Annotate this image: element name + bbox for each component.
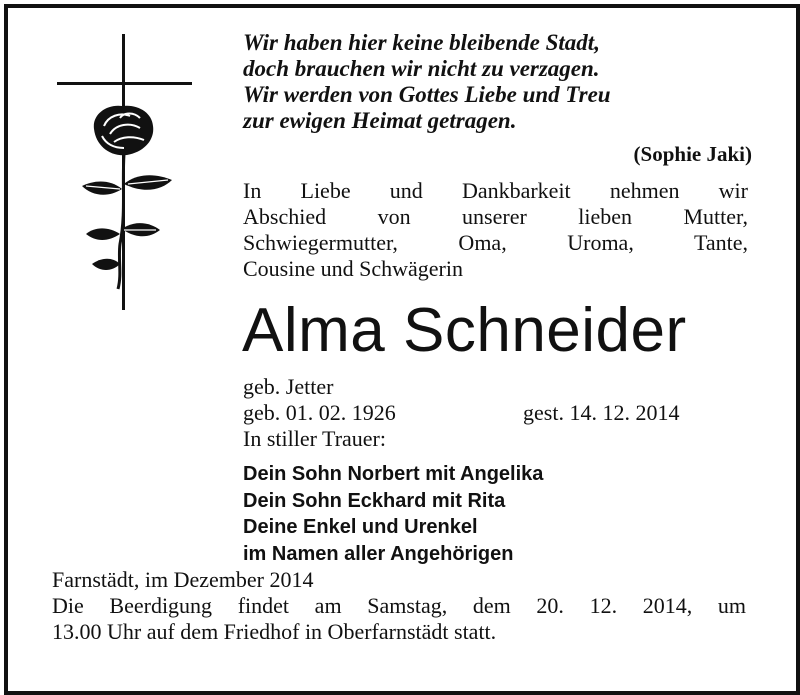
intro-line: In Liebe und Dankbarkeit nehmen wir [243,178,748,203]
cross-with-rose-icon [52,34,202,314]
verse-line: Wir werden von Gottes Liebe und Treu [243,82,611,107]
farewell-intro [243,178,748,282]
mourner-line: Dein Sohn Norbert mit Angelika [243,463,544,485]
funeral-line: Die Beerdigung findet am Samstag, dem 20. 12. 2014, um [52,593,746,618]
maiden-name: geb. Jetter [243,374,334,399]
birth-date: geb. 01. 02. 1926 [243,400,396,425]
bible-verse [243,30,743,134]
verse-author: (Sophie Jaki) [633,142,752,166]
verse-line: zur ewigen Heimat getragen. [243,108,517,133]
verse-line: Wir haben hier keine bleibende Stadt, [243,30,600,55]
life-dates [243,400,733,426]
mourners-heading: In stiller Trauer: [243,426,386,451]
deceased-name: Alma Schneider [242,296,687,365]
place-date: Farnstädt, im Dezember 2014 [52,567,314,592]
mourner-line: Dein Sohn Eckhard mit Rita [243,489,506,512]
mourner-line: im Namen aller Angehörigen [243,542,514,565]
funeral-info [52,567,746,645]
funeral-line: 13.00 Uhr auf dem Friedhof in Oberfarnstädt statt. [52,619,497,644]
death-date: gest. 14. 12. 2014 [523,400,680,425]
intro-line: Cousine und Schwägerin [243,256,463,281]
mourner-line: Deine Enkel und Urenkel [243,516,478,538]
mourners-list [243,461,543,567]
verse-line: doch brauchen wir nicht zu verzagen. [243,56,600,81]
deceased-details [243,374,733,452]
intro-line: Schwiegermutter, Oma, Uroma, Tante, [243,230,748,255]
intro-line: Abschied von unserer lieben Mutter, [243,204,748,229]
